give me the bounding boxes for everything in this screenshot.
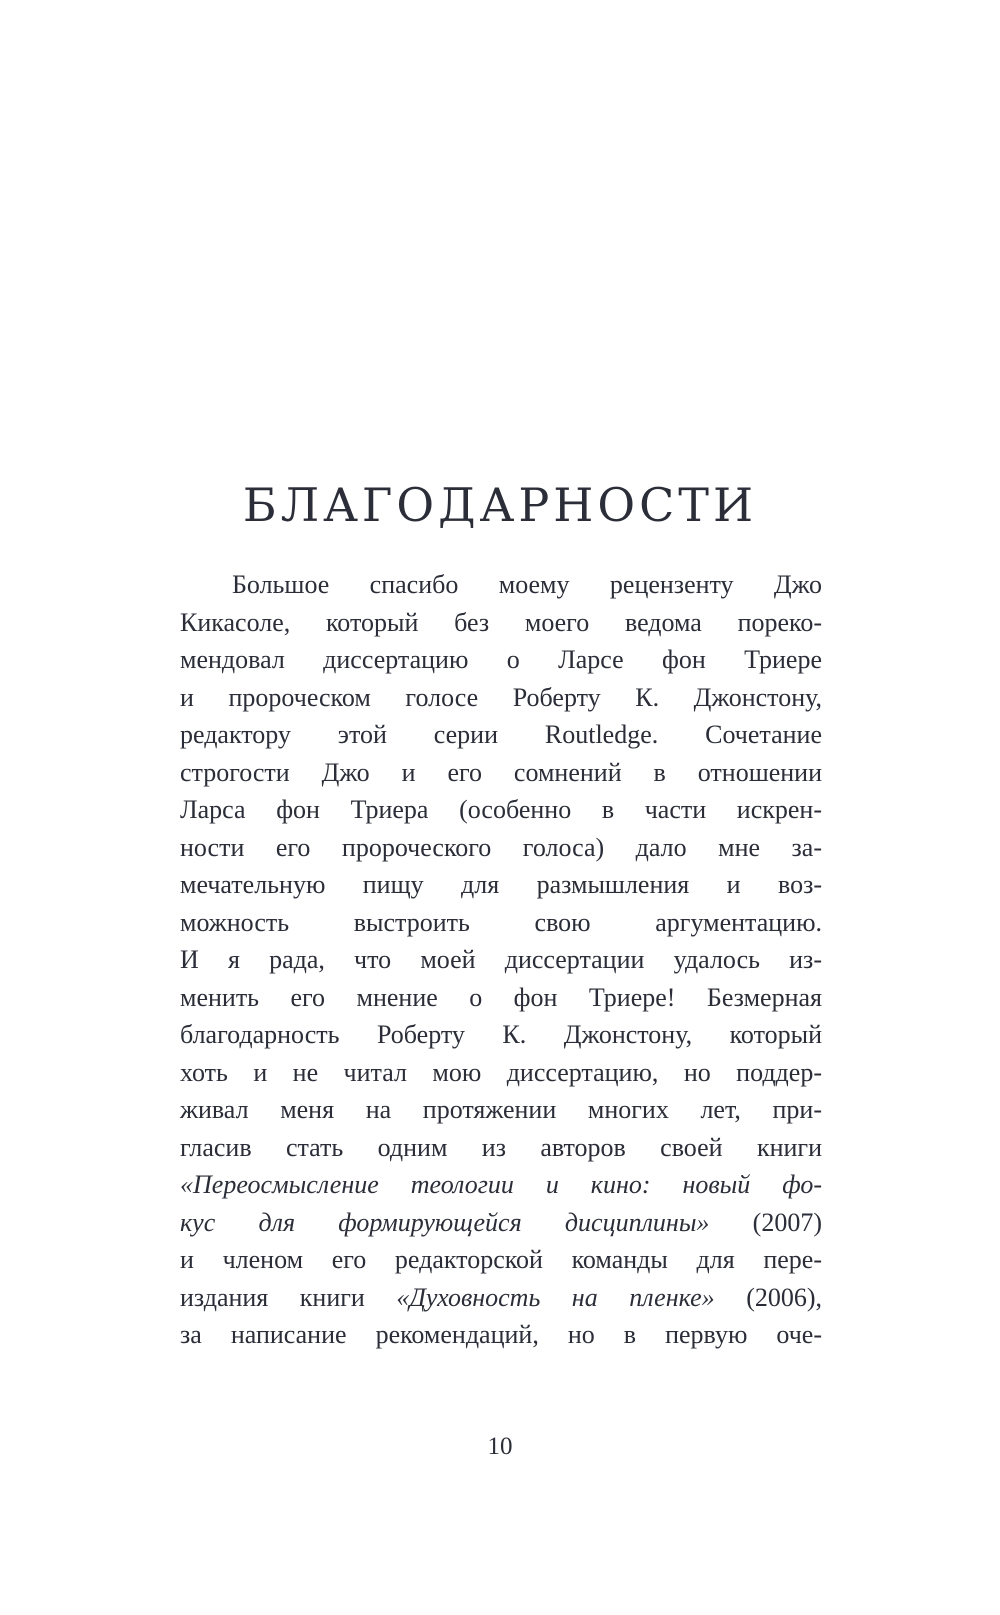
year-text: (2006), xyxy=(714,1282,823,1312)
text-line: менить его мнение о фон Триере! Безмерная xyxy=(180,982,822,1012)
text-line: И я рада, что моей диссертации удалось из- xyxy=(180,945,822,974)
text-line xyxy=(180,1279,822,1317)
body-paragraph xyxy=(180,566,822,1354)
line-start-text: издания книги xyxy=(180,1282,397,1312)
text-line: Кикасоле, который без моего ведома пореко- xyxy=(180,607,822,637)
text-line: строгости Джо и его сомнений в отношении xyxy=(180,757,822,787)
book-title-line: «Переосмысление теологии и кино: новый фо- xyxy=(180,1170,822,1199)
text-line: хоть и не читал мою диссертацию, но поддер- xyxy=(180,1057,822,1087)
text-line xyxy=(180,1204,822,1242)
book-title-italic: «Духовность на пленке» xyxy=(396,1282,715,1312)
text-line: мечательную пищу для размышления и воз- xyxy=(180,870,822,899)
text-line: и членом его редакторской команды для пере- xyxy=(180,1245,822,1274)
text-line: Большое спасибо моему рецензенту Джо xyxy=(232,570,822,599)
text-line: и пророческом голосе Роберту К. Джонстону, xyxy=(180,682,822,712)
text-line: благодарность Роберту К. Джонстону, который xyxy=(180,1020,822,1049)
text-line: гласив стать одним из авторов своей книги xyxy=(180,1132,822,1162)
text-line: мендовал диссертацию о Ларсе фон Триере xyxy=(180,645,822,674)
book-title-italic: кус для формирующейся дисциплины» xyxy=(180,1207,710,1237)
text-line: за написание рекомендаций, но в первую оче- xyxy=(180,1320,822,1349)
chapter-title: БЛАГОДАРНОСТИ xyxy=(242,478,758,532)
year-text: (2007) xyxy=(709,1207,822,1237)
text-line: редактору этой серии Routledge. Сочетание xyxy=(180,720,822,749)
text-line: живал меня на протяжении многих лет, при- xyxy=(180,1095,822,1124)
text-line: можность выстроить свою аргументацию. xyxy=(180,907,822,937)
text-line: Ларса фон Триера (особенно в части искрен- xyxy=(180,795,822,824)
text-line: ности его пророческого голоса) дало мне за- xyxy=(180,832,822,862)
page-number: 10 xyxy=(487,1433,513,1460)
